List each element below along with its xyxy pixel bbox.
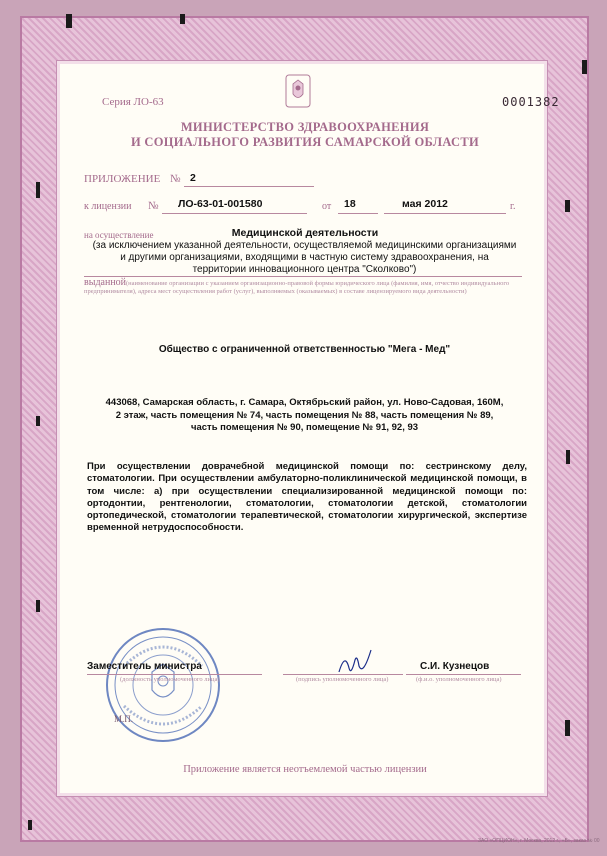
ministry-line-1: МИНИСТЕРСТВО ЗДРАВООХРАНЕНИЯ	[180, 120, 430, 134]
coat-of-arms-icon	[285, 74, 311, 108]
license-label: к лицензии	[84, 201, 132, 212]
license-month-line	[384, 213, 506, 214]
official-seal-stamp	[104, 626, 222, 744]
license-year-suffix: г.	[510, 201, 516, 212]
license-month-year: мая 2012	[402, 198, 448, 210]
appendix-number-line	[184, 186, 314, 187]
license-number: ЛО-63-01-001580	[178, 198, 263, 210]
scan-artifact	[28, 820, 32, 830]
services-description: При осуществлении доврачебной медицинской помощи по: сестринскому делу, стоматологии. При осуществлении амбулаторно-поликлинической медицинской помощи, в том числе: а) при осуществлении специализированной медицинской помощи по: ортодонтии, рентгенологии, стоматологии, стоматологии детской, стоматологии ортопедической, стоматологии терапевтической, стоматологии хирургической, экспертизе временной нетрудоспособности.	[87, 461, 527, 534]
ministry-title	[120, 120, 490, 150]
activity-line-2: и другими организациями, входящими в частную систему здравоохранения, на	[120, 252, 489, 263]
activity-line-1: (за исключением указанной деятельности, осуществляемой медицинскими организациями	[92, 240, 517, 251]
appendix-no-sign: №	[170, 173, 181, 185]
scan-artifact	[36, 600, 40, 612]
appendix-number: 2	[190, 172, 196, 184]
scan-artifact	[582, 60, 587, 74]
activity-label: на осуществление	[84, 230, 154, 240]
scan-artifact	[180, 14, 185, 24]
sign-line	[283, 674, 403, 675]
scan-artifact	[36, 416, 40, 426]
printer-note: ЗАО «ОПЦИОН», г. Москва, 2012 г., «Б», заказ № 00	[478, 838, 600, 844]
appendix-footer-note: Приложение является неотъемлемой частью лицензии	[183, 764, 427, 775]
scan-artifact	[565, 720, 570, 736]
organization-name: Общество с ограниченной ответственностью "Мега - Мед"	[158, 344, 451, 355]
position-line	[87, 674, 262, 675]
issued-label: выданной	[84, 277, 127, 288]
series-label: Серия ЛО-63	[102, 96, 164, 108]
activity-description	[83, 240, 526, 276]
organization-address	[83, 397, 526, 435]
activity-title: Медицинской деятельности	[231, 227, 379, 239]
seal-place-label: М.П.	[114, 714, 134, 724]
document-number: 0001382	[502, 95, 560, 109]
ministry-line-2: И СОЦИАЛЬНОГО РАЗВИТИЯ САМАРСКОЙ ОБЛАСТИ	[130, 135, 480, 149]
issued-note: (наименование организации с указанием организационно-правовой формы юридического лица (фамилия, имя, отчество индивидуального предпринимателя), адреса мест осуществления работ (услуг), выполняемых (оказываемых) в составе лицензируемого вида деятельности)	[84, 280, 510, 295]
activity-underline	[84, 276, 522, 277]
appendix-label: ПРИЛОЖЕНИЕ	[84, 173, 161, 185]
license-from-label: от	[322, 201, 332, 212]
license-day: 18	[344, 198, 356, 210]
scan-artifact	[66, 14, 72, 28]
activity-line-3: территории инновационного центра "Сколково")	[192, 264, 417, 275]
name-line	[406, 674, 521, 675]
license-number-line	[162, 213, 307, 214]
name-caption: (ф.и.о. уполномоченного лица)	[416, 676, 502, 683]
scan-artifact	[36, 182, 40, 198]
sign-caption: (подпись уполномоченного лица)	[296, 676, 389, 683]
scan-artifact	[565, 200, 570, 212]
address-line-3: часть помещения № 90, помещение № 91, 92, 93	[190, 422, 419, 433]
address-line-2: 2 этаж, часть помещения № 74, часть помещения № 88, часть помещения № 89,	[115, 409, 494, 421]
license-day-line	[338, 213, 378, 214]
signer-position: Заместитель министра	[87, 661, 202, 672]
scan-artifact	[566, 450, 570, 464]
position-caption: (должность уполномоченного лица)	[120, 676, 220, 683]
address-line-1: 443068, Самарская область, г. Самара, Октябрьский район, ул. Ново-Садовая, 160М,	[105, 397, 504, 408]
signer-name: С.И. Кузнецов	[420, 661, 490, 672]
license-no-sign: №	[148, 200, 159, 212]
